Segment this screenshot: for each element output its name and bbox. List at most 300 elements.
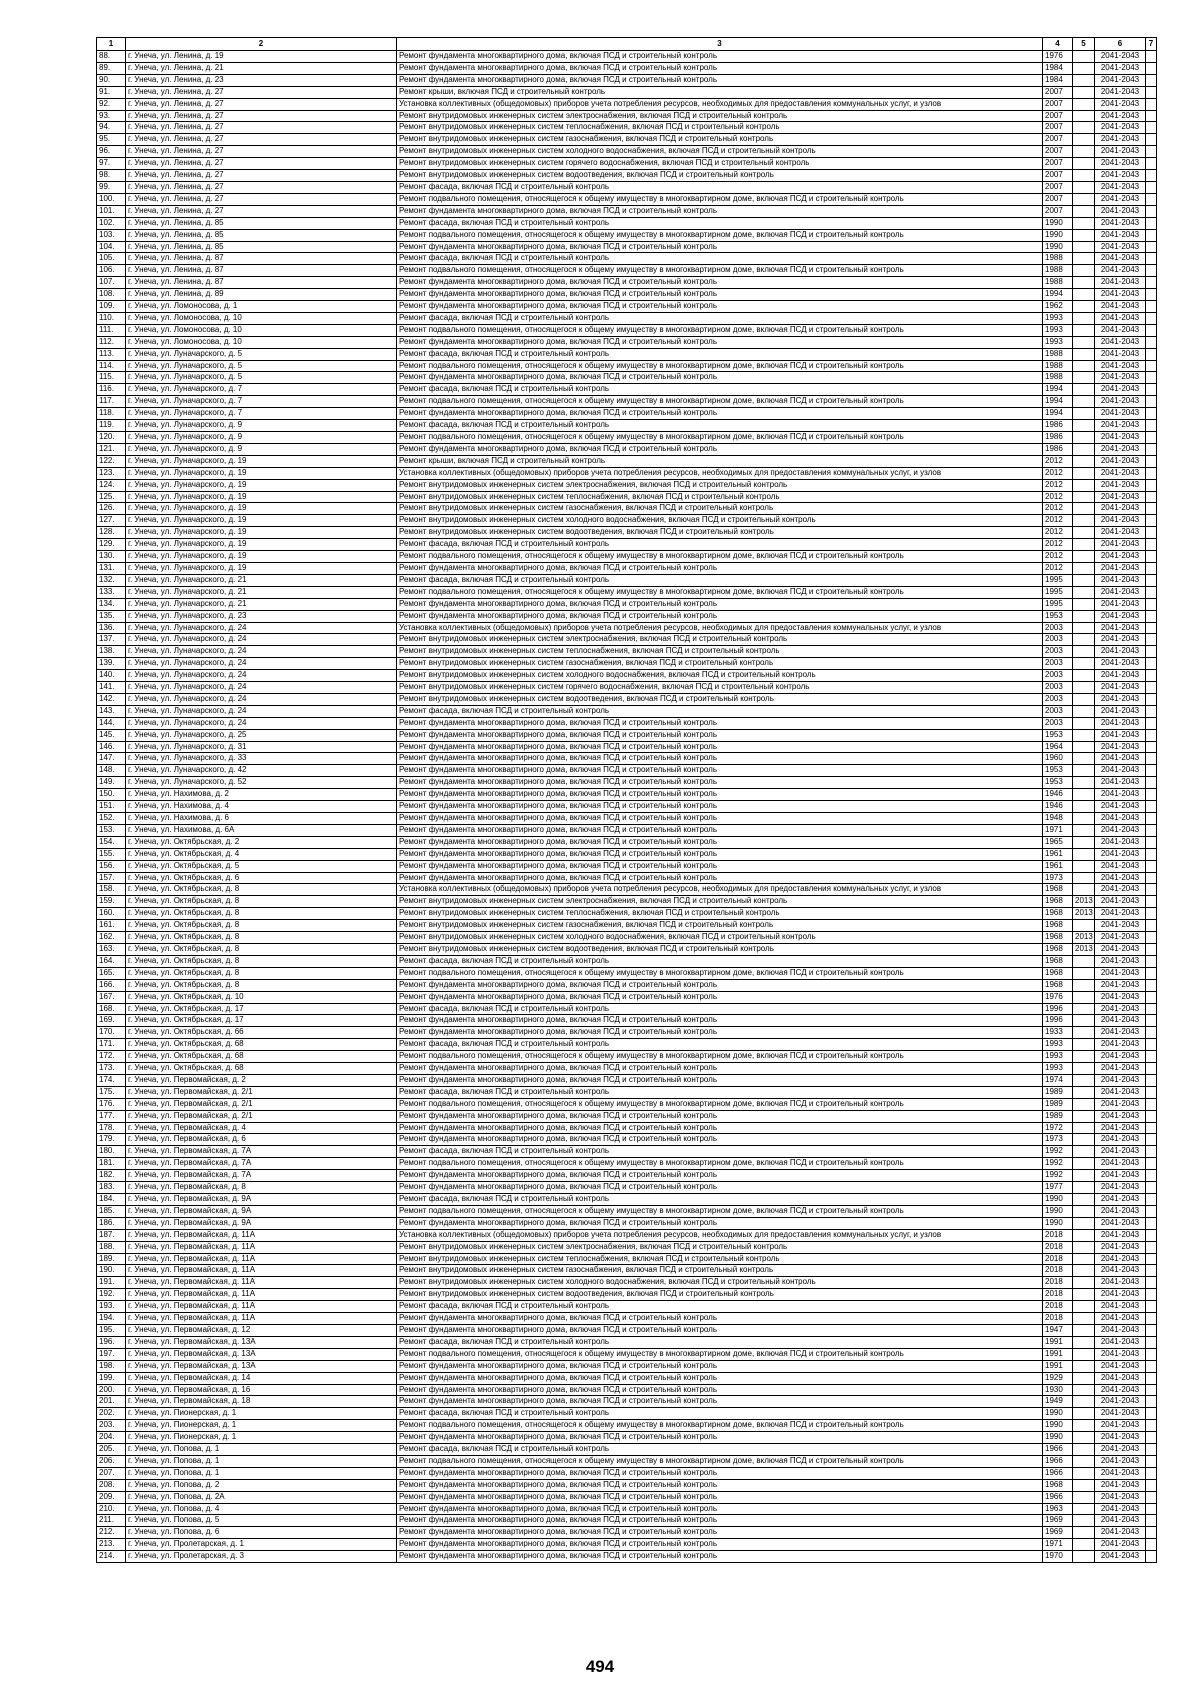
year-built-cell: 1968 (1043, 943, 1073, 955)
note-cell (1146, 586, 1157, 598)
address-cell: г. Унеча, ул. Первомайская, д. 11А (126, 1301, 397, 1313)
period-cell: 2041-2043 (1095, 717, 1146, 729)
note-cell (1146, 1146, 1157, 1158)
year-built-cell: 2012 (1043, 479, 1073, 491)
work-type-cell: Ремонт фундамента многоквартирного дома, включая ПСД и строительный контроль (397, 1551, 1043, 1563)
period-cell: 2041-2043 (1095, 1265, 1146, 1277)
note-cell (1146, 705, 1157, 717)
period-cell: 2041-2043 (1095, 491, 1146, 503)
year-built-cell: 2003 (1043, 717, 1073, 729)
year-repair-cell (1073, 1515, 1095, 1527)
address-cell: г. Унеча, ул. Ленина, д. 27 (126, 122, 397, 134)
year-repair-cell (1073, 1229, 1095, 1241)
work-type-cell: Ремонт фундамента многоквартирного дома, включая ПСД и строительный контроль (397, 1122, 1043, 1134)
row-number: 180. (97, 1146, 126, 1158)
table-row (97, 967, 1157, 979)
work-type-cell: Ремонт фундамента многоквартирного дома, включая ПСД и строительный контроль (397, 765, 1043, 777)
table-row (97, 527, 1157, 539)
work-type-cell: Ремонт крыши, включая ПСД и строительный контроль (397, 86, 1043, 98)
column-header: 4 (1043, 38, 1073, 51)
work-type-cell: Ремонт фундамента многоквартирного дома, включая ПСД и строительный контроль (397, 241, 1043, 253)
year-built-cell: 1994 (1043, 384, 1073, 396)
address-cell: г. Унеча, ул. Первомайская, д. 9А (126, 1194, 397, 1206)
year-repair-cell (1073, 1491, 1095, 1503)
year-built-cell: 1990 (1043, 229, 1073, 241)
year-built-cell: 1988 (1043, 265, 1073, 277)
year-built-cell: 2003 (1043, 658, 1073, 670)
year-built-cell: 1986 (1043, 432, 1073, 444)
year-repair-cell (1073, 1122, 1095, 1134)
work-type-cell: Установка коллективных (общедомовых) приборов учета потребления ресурсов, необходимых для предоставления коммунальных услуг, и узлов (397, 1229, 1043, 1241)
period-cell: 2041-2043 (1095, 158, 1146, 170)
note-cell (1146, 443, 1157, 455)
year-repair-cell (1073, 1098, 1095, 1110)
table-row (97, 503, 1157, 515)
table-row (97, 348, 1157, 360)
note-cell (1146, 1539, 1157, 1551)
period-cell: 2041-2043 (1095, 1467, 1146, 1479)
year-repair-cell (1073, 622, 1095, 634)
table-row (97, 848, 1157, 860)
row-number: 181. (97, 1158, 126, 1170)
table-row (97, 598, 1157, 610)
work-type-cell: Ремонт подвального помещения, относящегося к общему имуществу в многоквартирном доме, включая ПСД и строительный контроль (397, 1205, 1043, 1217)
row-number: 105. (97, 253, 126, 265)
table-row (97, 777, 1157, 789)
period-cell: 2041-2043 (1095, 396, 1146, 408)
work-type-cell: Ремонт фасада, включая ПСД и строительный контроль (397, 1146, 1043, 1158)
table-row (97, 551, 1157, 563)
address-cell: г. Унеча, ул. Октябрьская, д. 8 (126, 884, 397, 896)
note-cell (1146, 1301, 1157, 1313)
period-cell: 2041-2043 (1095, 1003, 1146, 1015)
year-repair-cell (1073, 265, 1095, 277)
year-built-cell: 1946 (1043, 789, 1073, 801)
table-row (97, 1158, 1157, 1170)
work-type-cell: Ремонт внутридомовых инженерных систем холодного водоснабжения, включая ПСД и строительный контроль (397, 932, 1043, 944)
row-number: 147. (97, 753, 126, 765)
year-built-cell: 2012 (1043, 527, 1073, 539)
period-cell: 2041-2043 (1095, 551, 1146, 563)
period-cell: 2041-2043 (1095, 289, 1146, 301)
note-cell (1146, 1229, 1157, 1241)
note-cell (1146, 1467, 1157, 1479)
address-cell: г. Унеча, ул. Луначарского, д. 19 (126, 539, 397, 551)
row-number: 125. (97, 491, 126, 503)
table-row (97, 1408, 1157, 1420)
table-row (97, 1515, 1157, 1527)
year-built-cell: 1989 (1043, 1098, 1073, 1110)
row-number: 99. (97, 181, 126, 193)
year-built-cell: 1993 (1043, 324, 1073, 336)
year-repair-cell (1073, 753, 1095, 765)
table-row (97, 86, 1157, 98)
year-built-cell: 1969 (1043, 1515, 1073, 1527)
year-built-cell: 2012 (1043, 503, 1073, 515)
period-cell: 2041-2043 (1095, 1098, 1146, 1110)
address-cell: г. Унеча, ул. Ленина, д. 27 (126, 181, 397, 193)
address-cell: г. Унеча, ул. Первомайская, д. 11А (126, 1313, 397, 1325)
note-cell (1146, 1194, 1157, 1206)
year-built-cell: 1990 (1043, 1205, 1073, 1217)
address-cell: г. Унеча, ул. Луначарского, д. 24 (126, 670, 397, 682)
note-cell (1146, 1384, 1157, 1396)
note-cell (1146, 170, 1157, 182)
table-row (97, 1217, 1157, 1229)
work-type-cell: Ремонт фасада, включая ПСД и строительный контроль (397, 955, 1043, 967)
work-type-cell: Ремонт фундамента многоквартирного дома, включая ПСД и строительный контроль (397, 1491, 1043, 1503)
year-built-cell: 1990 (1043, 1432, 1073, 1444)
year-built-cell: 1992 (1043, 1170, 1073, 1182)
year-built-cell: 2018 (1043, 1301, 1073, 1313)
period-cell: 2041-2043 (1095, 586, 1146, 598)
period-cell: 2041-2043 (1095, 1515, 1146, 1527)
period-cell: 2041-2043 (1095, 479, 1146, 491)
row-number: 141. (97, 682, 126, 694)
year-repair-cell (1073, 1527, 1095, 1539)
period-cell: 2041-2043 (1095, 1420, 1146, 1432)
address-cell: г. Унеча, ул. Попова, д. 2А (126, 1491, 397, 1503)
period-cell: 2041-2043 (1095, 1063, 1146, 1075)
work-type-cell: Ремонт фундамента многоквартирного дома, включая ПСД и строительный контроль (397, 1027, 1043, 1039)
work-type-cell: Ремонт фундамента многоквартирного дома, включая ПСД и строительный контроль (397, 1360, 1043, 1372)
work-type-cell: Ремонт подвального помещения, относящегося к общему имуществу в многоквартирном доме, включая ПСД и строительный контроль (397, 1051, 1043, 1063)
row-number: 209. (97, 1491, 126, 1503)
period-cell: 2041-2043 (1095, 324, 1146, 336)
note-cell (1146, 1217, 1157, 1229)
period-cell: 2041-2043 (1095, 432, 1146, 444)
work-type-cell: Ремонт фундамента многоквартирного дома, включая ПСД и строительный контроль (397, 336, 1043, 348)
document-page (96, 37, 1156, 1563)
work-type-cell: Ремонт внутридомовых инженерных систем горячего водоснабжения, включая ПСД и строительный контроль (397, 158, 1043, 170)
row-number: 120. (97, 432, 126, 444)
period-cell: 2041-2043 (1095, 503, 1146, 515)
address-cell: г. Унеча, ул. Луначарского, д. 19 (126, 479, 397, 491)
table-row (97, 146, 1157, 158)
period-cell: 2041-2043 (1095, 646, 1146, 658)
year-built-cell: 1968 (1043, 955, 1073, 967)
year-repair-cell (1073, 634, 1095, 646)
note-cell (1146, 312, 1157, 324)
year-repair-cell (1073, 729, 1095, 741)
year-repair-cell (1073, 574, 1095, 586)
note-cell (1146, 813, 1157, 825)
period-cell: 2041-2043 (1095, 658, 1146, 670)
note-cell (1146, 1241, 1157, 1253)
note-cell (1146, 301, 1157, 313)
period-cell: 2041-2043 (1095, 920, 1146, 932)
address-cell: г. Унеча, ул. Ленина, д. 27 (126, 146, 397, 158)
work-type-cell: Ремонт фундамента многоквартирного дома, включая ПСД и строительный контроль (397, 372, 1043, 384)
address-cell: г. Унеча, ул. Первомайская, д. 11А (126, 1241, 397, 1253)
table-row (97, 253, 1157, 265)
work-type-cell: Ремонт внутридомовых инженерных систем водоотведения, включая ПСД и строительный контроль (397, 943, 1043, 955)
work-type-cell: Ремонт фундамента многоквартирного дома, включая ПСД и строительный контроль (397, 1313, 1043, 1325)
note-cell (1146, 1015, 1157, 1027)
note-cell (1146, 515, 1157, 527)
year-repair-cell (1073, 741, 1095, 753)
year-repair-cell (1073, 348, 1095, 360)
year-built-cell: 1993 (1043, 336, 1073, 348)
table-row (97, 932, 1157, 944)
year-repair-cell (1073, 1074, 1095, 1086)
note-cell (1146, 479, 1157, 491)
address-cell: г. Унеча, ул. Нахимова, д. 6 (126, 813, 397, 825)
address-cell: г. Унеча, ул. Луначарского, д. 21 (126, 598, 397, 610)
address-cell: г. Унеча, ул. Первомайская, д. 7А (126, 1158, 397, 1170)
address-cell: г. Унеча, ул. Первомайская, д. 18 (126, 1396, 397, 1408)
address-cell: г. Унеча, ул. Первомайская, д. 2/1 (126, 1110, 397, 1122)
row-number: 111. (97, 324, 126, 336)
note-cell (1146, 110, 1157, 122)
table-row (97, 396, 1157, 408)
table-row (97, 1372, 1157, 1384)
address-cell: г. Унеча, ул. Пролетарская, д. 1 (126, 1539, 397, 1551)
address-cell: г. Унеча, ул. Луначарского, д. 5 (126, 372, 397, 384)
address-cell: г. Унеча, ул. Нахимова, д. 2 (126, 789, 397, 801)
note-cell (1146, 1110, 1157, 1122)
row-number: 144. (97, 717, 126, 729)
note-cell (1146, 1324, 1157, 1336)
address-cell: г. Унеча, ул. Октябрьская, д. 8 (126, 908, 397, 920)
row-number: 204. (97, 1432, 126, 1444)
period-cell: 2041-2043 (1095, 765, 1146, 777)
period-cell: 2041-2043 (1095, 1384, 1146, 1396)
row-number: 160. (97, 908, 126, 920)
year-built-cell: 1973 (1043, 1134, 1073, 1146)
period-cell: 2041-2043 (1095, 253, 1146, 265)
row-number: 195. (97, 1324, 126, 1336)
table-row (97, 682, 1157, 694)
year-built-cell: 1961 (1043, 848, 1073, 860)
note-cell (1146, 1313, 1157, 1325)
row-number: 137. (97, 634, 126, 646)
row-number: 164. (97, 955, 126, 967)
row-number: 166. (97, 979, 126, 991)
work-type-cell: Ремонт фундамента многоквартирного дома, включая ПСД и строительный контроль (397, 991, 1043, 1003)
work-type-cell: Ремонт фундамента многоквартирного дома, включая ПСД и строительный контроль (397, 1217, 1043, 1229)
year-repair-cell (1073, 1396, 1095, 1408)
work-type-cell: Установка коллективных (общедомовых) приборов учета потребления ресурсов, необходимых для предоставления коммунальных услуг, и узлов (397, 467, 1043, 479)
period-cell: 2041-2043 (1095, 610, 1146, 622)
year-repair-cell (1073, 420, 1095, 432)
year-repair-cell (1073, 1372, 1095, 1384)
work-type-cell: Ремонт внутридомовых инженерных систем газоснабжения, включая ПСД и строительный контроль (397, 658, 1043, 670)
work-type-cell: Ремонт фасада, включая ПСД и строительный контроль (397, 1194, 1043, 1206)
row-number: 95. (97, 134, 126, 146)
period-cell: 2041-2043 (1095, 622, 1146, 634)
table-row (97, 1110, 1157, 1122)
period-cell: 2041-2043 (1095, 729, 1146, 741)
row-number: 203. (97, 1420, 126, 1432)
year-repair-cell (1073, 693, 1095, 705)
year-built-cell: 1996 (1043, 1003, 1073, 1015)
work-type-cell: Ремонт фундамента многоквартирного дома, включая ПСД и строительный контроль (397, 872, 1043, 884)
address-cell: г. Унеча, ул. Первомайская, д. 11А (126, 1265, 397, 1277)
period-cell: 2041-2043 (1095, 896, 1146, 908)
year-repair-cell (1073, 324, 1095, 336)
period-cell: 2041-2043 (1095, 193, 1146, 205)
address-cell: г. Унеча, ул. Нахимова, д. 4 (126, 801, 397, 813)
row-number: 158. (97, 884, 126, 896)
note-cell (1146, 134, 1157, 146)
column-header: 7 (1146, 38, 1157, 51)
table-row (97, 1015, 1157, 1027)
year-repair-cell (1073, 229, 1095, 241)
year-repair-cell (1073, 1336, 1095, 1348)
row-number: 153. (97, 824, 126, 836)
year-built-cell: 1974 (1043, 1074, 1073, 1086)
period-cell: 2041-2043 (1095, 336, 1146, 348)
row-number: 124. (97, 479, 126, 491)
period-cell: 2041-2043 (1095, 384, 1146, 396)
note-cell (1146, 1348, 1157, 1360)
table-row (97, 1229, 1157, 1241)
year-built-cell: 1947 (1043, 1324, 1073, 1336)
work-type-cell: Ремонт подвального помещения, относящегося к общему имуществу в многоквартирном доме, включая ПСД и строительный контроль (397, 229, 1043, 241)
year-built-cell: 2003 (1043, 646, 1073, 658)
work-type-cell: Ремонт фасада, включая ПСД и строительный контроль (397, 705, 1043, 717)
address-cell: г. Унеча, ул. Луначарского, д. 24 (126, 682, 397, 694)
note-cell (1146, 539, 1157, 551)
row-number: 143. (97, 705, 126, 717)
period-cell: 2041-2043 (1095, 1170, 1146, 1182)
year-built-cell: 1990 (1043, 217, 1073, 229)
row-number: 103. (97, 229, 126, 241)
work-type-cell: Ремонт внутридомовых инженерных систем теплоснабжения, включая ПСД и строительный контроль (397, 122, 1043, 134)
note-cell (1146, 920, 1157, 932)
table-row (97, 467, 1157, 479)
year-built-cell: 2007 (1043, 110, 1073, 122)
year-repair-cell (1073, 1170, 1095, 1182)
year-built-cell: 2007 (1043, 193, 1073, 205)
work-type-cell: Ремонт внутридомовых инженерных систем водоотведения, включая ПСД и строительный контроль (397, 1289, 1043, 1301)
row-number: 212. (97, 1527, 126, 1539)
table-row (97, 1074, 1157, 1086)
year-built-cell: 1930 (1043, 1384, 1073, 1396)
year-built-cell: 2007 (1043, 158, 1073, 170)
period-cell: 2041-2043 (1095, 408, 1146, 420)
address-cell: г. Унеча, ул. Ленина, д. 87 (126, 277, 397, 289)
row-number: 135. (97, 610, 126, 622)
address-cell: г. Унеча, ул. Пионерская, д. 1 (126, 1420, 397, 1432)
year-built-cell: 2003 (1043, 634, 1073, 646)
row-number: 197. (97, 1348, 126, 1360)
note-cell (1146, 1265, 1157, 1277)
year-repair-cell (1073, 158, 1095, 170)
year-repair-cell (1073, 277, 1095, 289)
row-number: 106. (97, 265, 126, 277)
period-cell: 2041-2043 (1095, 991, 1146, 1003)
work-type-cell: Ремонт фундамента многоквартирного дома, включая ПСД и строительный контроль (397, 741, 1043, 753)
table-row (97, 289, 1157, 301)
note-cell (1146, 574, 1157, 586)
work-type-cell: Ремонт подвального помещения, относящегося к общему имуществу в многоквартирном доме, включая ПСД и строительный контроль (397, 1420, 1043, 1432)
row-number: 190. (97, 1265, 126, 1277)
address-cell: г. Унеча, ул. Первомайская, д. 13А (126, 1336, 397, 1348)
year-repair-cell (1073, 336, 1095, 348)
period-cell: 2041-2043 (1095, 74, 1146, 86)
table-row (97, 1420, 1157, 1432)
table-row (97, 205, 1157, 217)
period-cell: 2041-2043 (1095, 1551, 1146, 1563)
row-number: 110. (97, 312, 126, 324)
period-cell: 2041-2043 (1095, 1253, 1146, 1265)
year-built-cell: 1969 (1043, 1527, 1073, 1539)
work-type-cell: Ремонт подвального помещения, относящегося к общему имуществу в многоквартирном доме, включая ПСД и строительный контроль (397, 1098, 1043, 1110)
row-number: 211. (97, 1515, 126, 1527)
period-cell: 2041-2043 (1095, 1241, 1146, 1253)
address-cell: г. Унеча, ул. Попова, д. 5 (126, 1515, 397, 1527)
note-cell (1146, 1444, 1157, 1456)
period-cell: 2041-2043 (1095, 443, 1146, 455)
note-cell (1146, 1289, 1157, 1301)
row-number: 200. (97, 1384, 126, 1396)
work-type-cell: Ремонт фундамента многоквартирного дома, включая ПСД и строительный контроль (397, 824, 1043, 836)
year-repair-cell (1073, 682, 1095, 694)
row-number: 165. (97, 967, 126, 979)
table-row (97, 1491, 1157, 1503)
year-built-cell: 1990 (1043, 1217, 1073, 1229)
period-cell: 2041-2043 (1095, 348, 1146, 360)
note-cell (1146, 932, 1157, 944)
address-cell: г. Унеча, ул. Октябрьская, д. 68 (126, 1039, 397, 1051)
row-number: 205. (97, 1444, 126, 1456)
year-repair-cell (1073, 658, 1095, 670)
note-cell (1146, 1253, 1157, 1265)
address-cell: г. Унеча, ул. Пионерская, д. 1 (126, 1432, 397, 1444)
work-type-cell: Установка коллективных (общедомовых) приборов учета потребления ресурсов, необходимых для предоставления коммунальных услуг, и узлов (397, 884, 1043, 896)
year-built-cell: 1988 (1043, 360, 1073, 372)
address-cell: г. Унеча, ул. Первомайская, д. 16 (126, 1384, 397, 1396)
year-built-cell: 2018 (1043, 1265, 1073, 1277)
period-cell: 2041-2043 (1095, 1229, 1146, 1241)
table-row (97, 562, 1157, 574)
table-row (97, 1539, 1157, 1551)
year-built-cell: 1971 (1043, 824, 1073, 836)
period-cell: 2041-2043 (1095, 1336, 1146, 1348)
year-repair-cell (1073, 1479, 1095, 1491)
work-type-cell: Ремонт фундамента многоквартирного дома, включая ПСД и строительный контроль (397, 813, 1043, 825)
year-built-cell: 1966 (1043, 1444, 1073, 1456)
address-cell: г. Унеча, ул. Луначарского, д. 19 (126, 467, 397, 479)
note-cell (1146, 1122, 1157, 1134)
work-type-cell: Ремонт фундамента многоквартирного дома, включая ПСД и строительный контроль (397, 1015, 1043, 1027)
table-row (97, 705, 1157, 717)
table-row (97, 62, 1157, 74)
table-row (97, 420, 1157, 432)
note-cell (1146, 408, 1157, 420)
row-number: 187. (97, 1229, 126, 1241)
address-cell: г. Унеча, ул. Октябрьская, д. 5 (126, 860, 397, 872)
year-built-cell: 1992 (1043, 1146, 1073, 1158)
work-type-cell: Ремонт фундамента многоквартирного дома, включая ПСД и строительный контроль (397, 1396, 1043, 1408)
row-number: 177. (97, 1110, 126, 1122)
year-repair-cell (1073, 74, 1095, 86)
row-number: 213. (97, 1539, 126, 1551)
period-cell: 2041-2043 (1095, 1051, 1146, 1063)
period-cell: 2041-2043 (1095, 693, 1146, 705)
year-repair-cell (1073, 86, 1095, 98)
year-repair-cell (1073, 777, 1095, 789)
year-built-cell: 1968 (1043, 932, 1073, 944)
table-row (97, 1205, 1157, 1217)
work-type-cell: Ремонт фундамента многоквартирного дома, включая ПСД и строительный контроль (397, 610, 1043, 622)
year-built-cell: 2012 (1043, 491, 1073, 503)
work-type-cell: Ремонт фундамента многоквартирного дома, включая ПСД и строительный контроль (397, 1515, 1043, 1527)
year-repair-cell (1073, 289, 1095, 301)
table-row (97, 1301, 1157, 1313)
